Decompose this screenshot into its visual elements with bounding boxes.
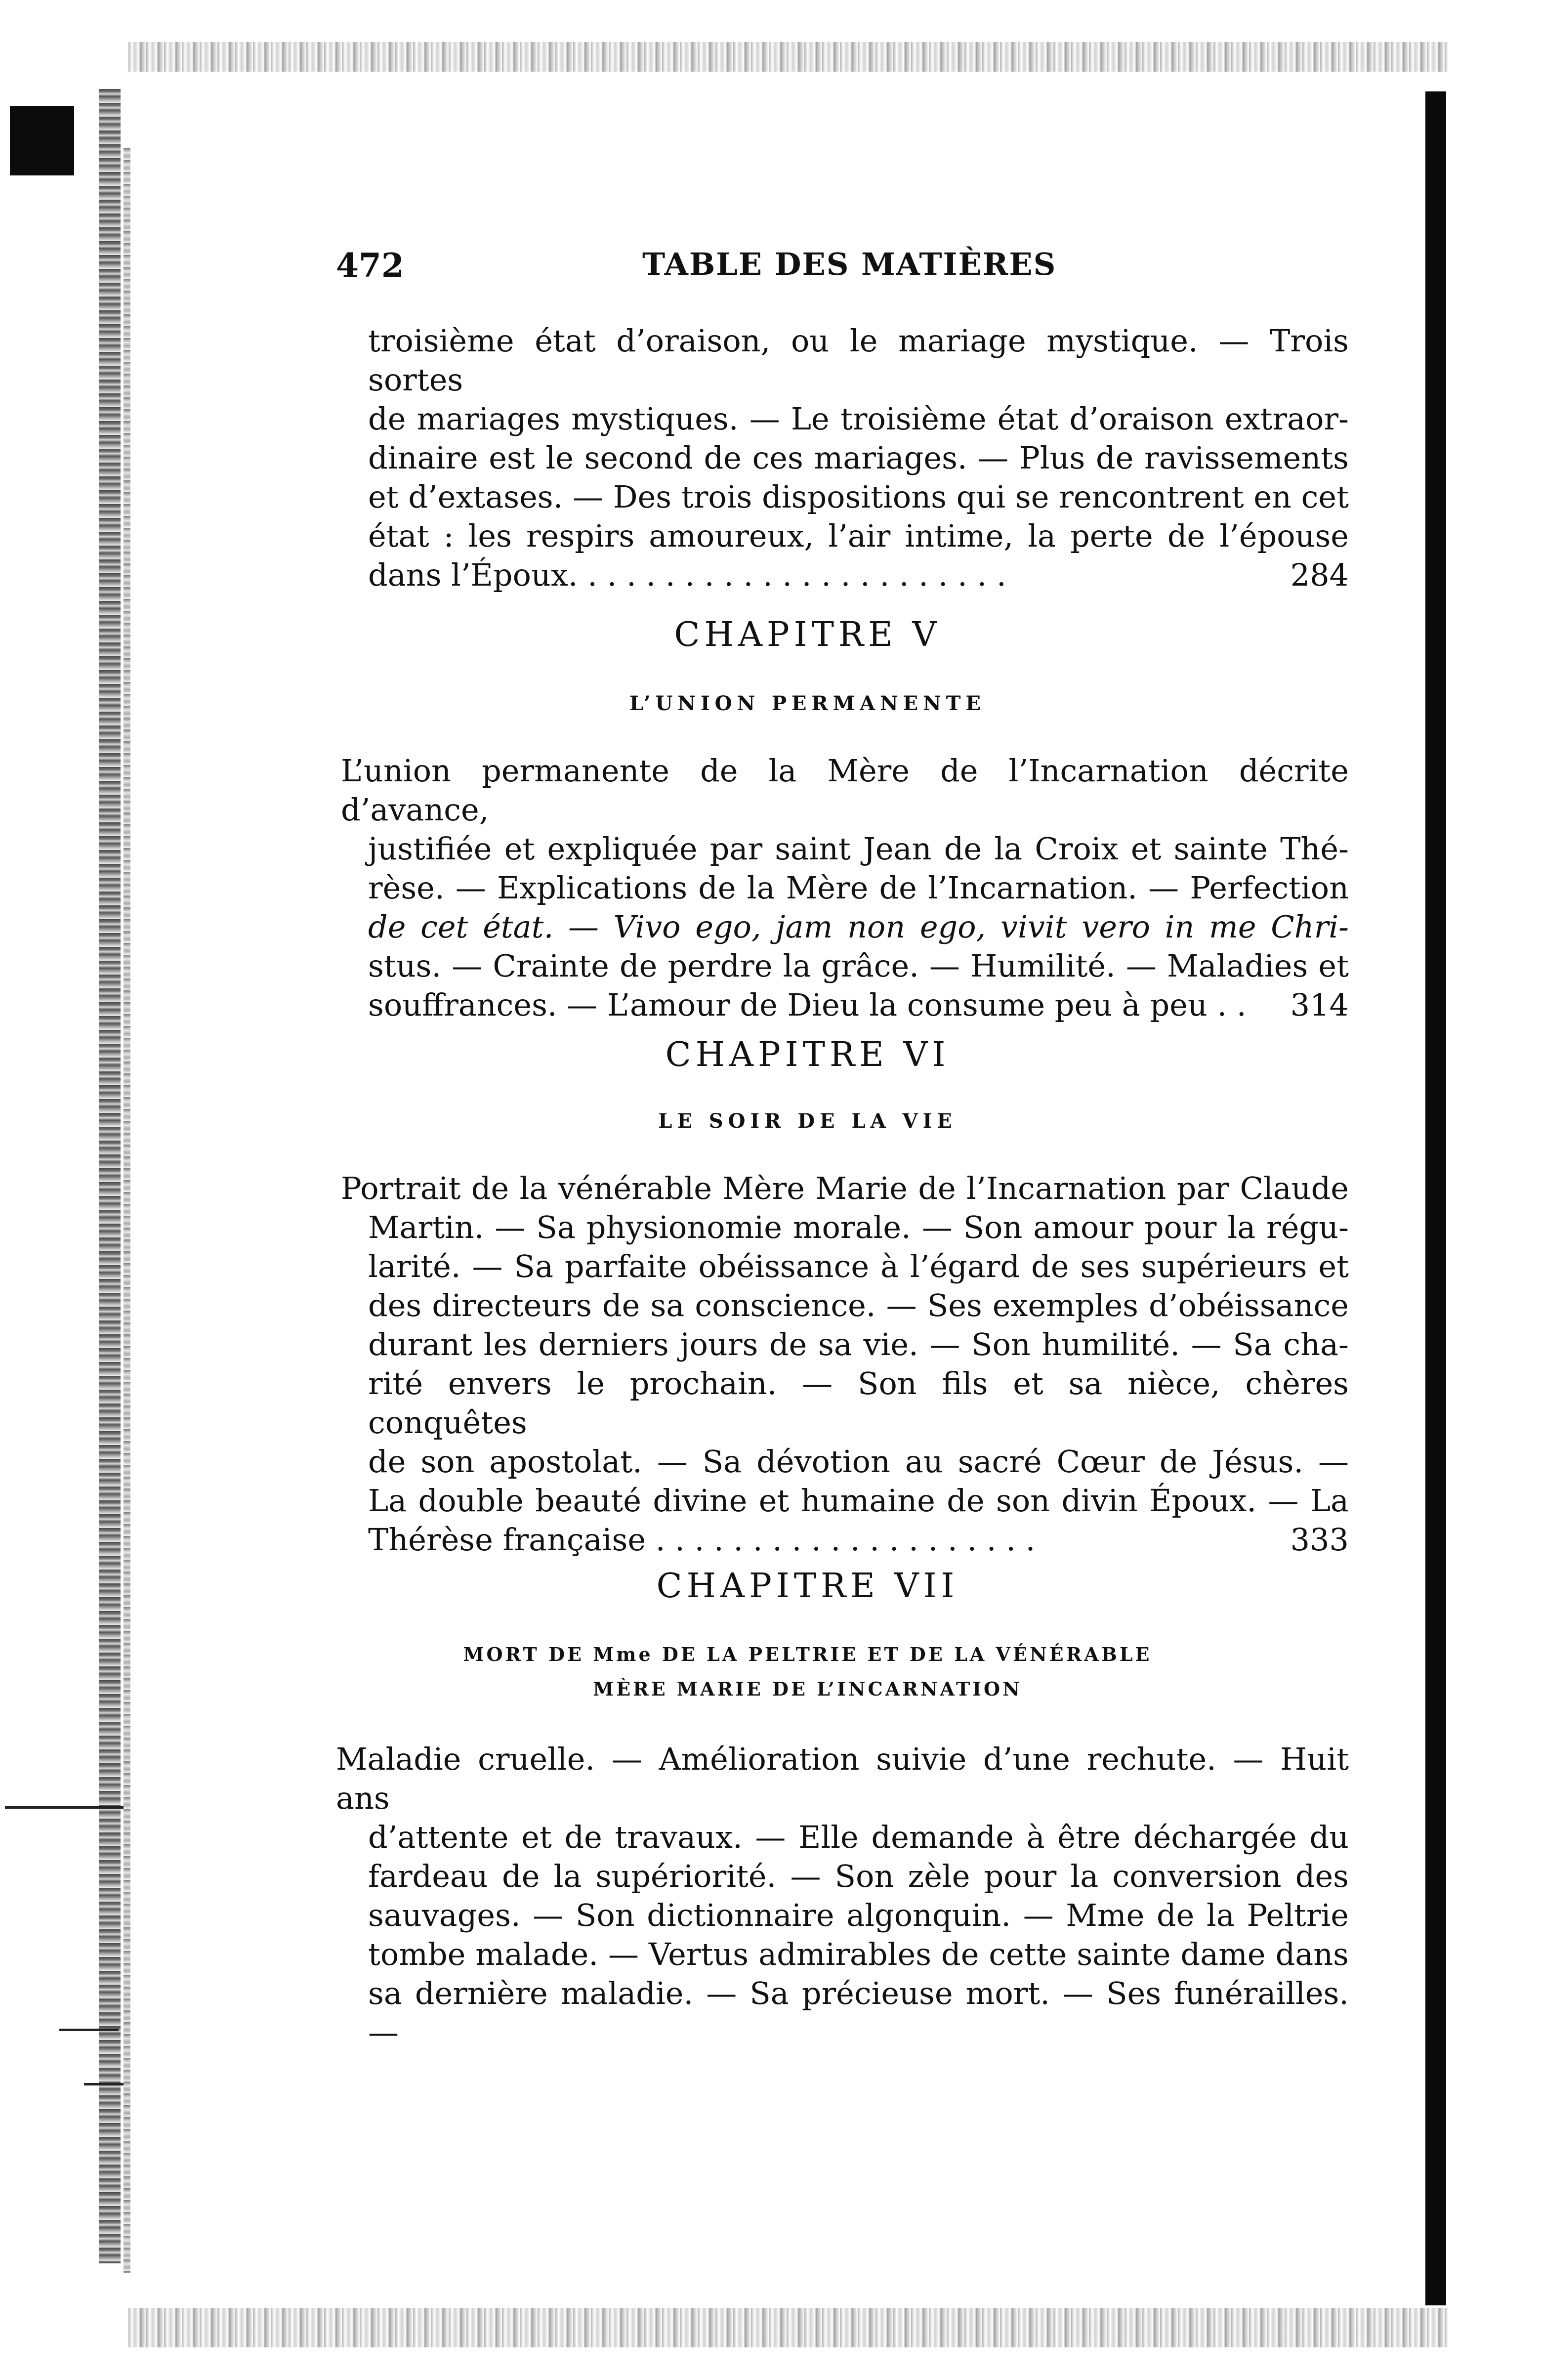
toc-line-text: souffrances. — L’amour de Dieu la consume peu à peu . .	[368, 987, 1247, 1023]
toc-line: rité envers le prochain. — Son fils et sa nièce, chères conquêtes	[368, 1365, 1349, 1441]
scan-stray-mark	[84, 2083, 124, 2085]
chapter-subtitle: MORT DE Mme DE LA PELTRIE ET DE LA VÉNÉRABLE	[463, 1643, 1152, 1665]
running-head	[336, 246, 1324, 300]
chapter-heading: CHAPITRE VI	[665, 1035, 950, 1074]
scan-stray-mark	[5, 1806, 124, 1809]
toc-line-last	[341, 1520, 1349, 1559]
chapter-subtitle: LE SOIR DE LA VIE	[658, 1109, 957, 1133]
scan-top-noise	[128, 42, 1448, 72]
chapter-heading: CHAPITRE V	[674, 615, 941, 654]
page-title: TABLE DES MATIÈRES	[642, 246, 1057, 282]
toc-line: de mariages mystiques. — Le troisième état d’oraison extraor-	[368, 401, 1349, 437]
page-number: 472	[336, 246, 404, 285]
scan-bottom-noise	[128, 2308, 1448, 2347]
toc-line-last	[368, 555, 1349, 595]
toc-entry	[341, 751, 1349, 1024]
toc-line: de cet état. — Vivo ego, jam non ego, vivit vero in me Chri-	[368, 909, 1349, 945]
scan-binding-edge	[99, 89, 121, 2263]
chapter-subtitle: MÈRE MARIE DE L’INCARNATION	[593, 1678, 1022, 1700]
toc-line-last	[341, 985, 1349, 1024]
page-reference: 314	[1290, 987, 1349, 1023]
toc-line: rèse. — Explications de la Mère de l’Incarnation. — Perfection	[368, 870, 1349, 906]
toc-line: fardeau de la supériorité. — Son zèle pour la conversion des	[368, 1858, 1349, 1894]
toc-line: sa dernière maladie. — Sa précieuse mort. — Ses funérailles.—	[368, 1975, 1349, 2050]
toc-line-text: Thérèse française . . . . . . . . . . . . . . . . . . . .	[368, 1522, 1036, 1558]
toc-line: durant les derniers jours de sa vie. — Son humilité. — Sa cha-	[368, 1326, 1349, 1362]
scan-stray-mark	[59, 2029, 119, 2031]
toc-line: L’union permanente de la Mère de l’Incarnation décrite d’avance,	[341, 753, 1349, 828]
toc-line: état : les respirs amoureux, l’air intime, la perte de l’épouse	[368, 518, 1349, 554]
scan-binding-shadow	[124, 148, 130, 2273]
toc-line: Maladie cruelle. — Amélioration suivie d’une rechute. — Huit ans	[336, 1741, 1349, 1816]
toc-line: troisième état d’oraison, ou le mariage mystique. — Trois sortes	[368, 323, 1349, 398]
page-reference: 333	[1290, 1522, 1349, 1558]
toc-entry-continued	[368, 321, 1349, 595]
toc-line: La double beauté divine et humaine de son divin Époux. — La	[368, 1483, 1349, 1519]
page-reference: 284	[1290, 557, 1349, 593]
toc-line: larité. — Sa parfaite obéissance à l’égard de ses supérieurs et	[368, 1248, 1349, 1284]
toc-line: Portrait de la vénérable Mère Marie de l’Incarnation par Claude	[341, 1170, 1349, 1206]
toc-line: justifiée et expliquée par saint Jean de la Croix et sainte Thé-	[368, 831, 1349, 867]
toc-line: et d’extases. — Des trois dispositions qui se rencontrent en cet	[368, 479, 1349, 515]
toc-line: de son apostolat. — Sa dévotion au sacré Cœur de Jésus. —	[368, 1444, 1349, 1480]
toc-line: Martin. — Sa physionomie morale. — Son amour pour la régu-	[368, 1209, 1349, 1245]
toc-line: d’attente et de travaux. — Elle demande à être déchargée du	[368, 1819, 1349, 1855]
toc-entry	[336, 1740, 1349, 2052]
toc-line: stus. — Crainte de perdre la grâce. — Humilité. — Maladies et	[368, 948, 1349, 984]
scan-right-edge	[1425, 91, 1446, 2305]
chapter-subtitle: L’UNION PERMANENTE	[629, 692, 986, 715]
toc-line: tombe malade. — Vertus admirables de cette sainte dame dans	[368, 1936, 1349, 1972]
toc-line: dinaire est le second de ces mariages. — Plus de ravissements	[368, 440, 1349, 476]
toc-line: des directeurs de sa conscience. — Ses exemples d’obéissance	[368, 1287, 1349, 1323]
chapter-heading: CHAPITRE VII	[656, 1567, 959, 1606]
toc-entry	[341, 1169, 1349, 1559]
toc-line: sauvages. — Son dictionnaire algonquin. — Mme de la Peltrie	[368, 1897, 1349, 1933]
toc-line-text: dans l’Époux. . . . . . . . . . . . . . . . . . . . . . .	[368, 557, 1006, 593]
scan-edge-mark	[10, 106, 74, 175]
